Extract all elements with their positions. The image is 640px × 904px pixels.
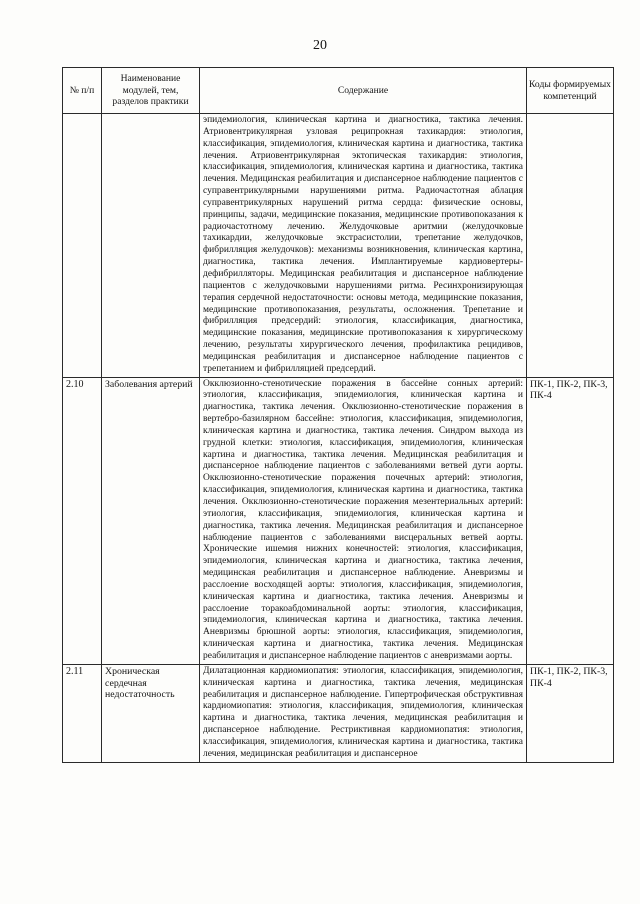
row-content: Дилатационная кардиомиопатия: этиология, классификация, эпидемиология, клиническая картина и диагностика, тактика лечения, медицинская реабилитация и диспансерное наблюдение. Гипертрофическая обструктивная кардиомиопатия: этиология, классификация, эпидемиология, клиническая картина и диагностика, тактика лечения, медицинская реабилитация и диспансерное наблюдение. Рестриктивная кардиомиопатия: этиология, классификация, эпидемиология, клиническая картина и диагностика, тактика лечения, медицинская реабилитация и диспансерное [200, 664, 527, 762]
row-num: 2.11 [63, 664, 102, 762]
header-num: № п/п [63, 68, 102, 114]
row-num: 2.10 [63, 377, 102, 664]
row-name: Заболевания артерий [102, 377, 200, 664]
row-content: эпидемиология, клиническая картина и диагностика, тактика лечения. Атриовентрикулярная узловая реципрокная тахикардия: этиология, классификация, эпидемиология, клиническая картина и диагностика, тактика лечения. Атриовентрикулярная эктопическая тахикардия: этиология, классификация, эпидемиология, клиническая картина и диагностика, тактика лечения. Медицинская реабилитация и диспансерное наблюдение пациентов с суправентрикулярными нарушениями ритма. Радиочастотная аблация суправентрикулярных нарушений ритма сердца: физические основы, принципы, задачи, медицинские показания, медицинские противопоказания к радиочастотному лечению. Желудочковые аритмии (желудочковые тахикардии, желудочковые экстрасистолии, трепетание желудочков, фибрилляция желудочков): механизмы возникновения, клиническая картина, диагностика, тактика лечения. Имплантируемые кардиовертеры-дефибрилляторы. Медицинская реабилитация и диспансерное наблюдение пациентов с желудочковыми нарушениями ритма. Ресинхронизирующая терапия сердечной недостаточности: основы метода, медицинские показания, медицинские противопоказания, результаты, осложнения. Трепетание и фибрилляция предсердий: этиология, классификация, диагностика, медицинские показания, медицинские противопоказания к хирургическому лечению, результаты хирургического лечения, профилактика рецидивов, медицинская реабилитация и диспансерное наблюдение пациентов с трепетанием и фибрилляцией предсердий. [200, 114, 527, 378]
page-number: 20 [313, 38, 327, 53]
header-content: Содержание [200, 68, 527, 114]
curriculum-table [62, 67, 614, 763]
row-competencies: ПК-1, ПК-2, ПК-3, ПК-4 [527, 377, 614, 664]
row-competencies: ПК-1, ПК-2, ПК-3, ПК-4 [527, 664, 614, 762]
row-competencies [527, 114, 614, 378]
table-header-row [63, 68, 614, 114]
row-content: Окклюзионно-стенотические поражения в бассейне сонных артерий: этиология, классификация, эпидемиология, клиническая картина и диагностика, тактика лечения. Окклюзионно-стенотические поражения в вертебро-базилярном бассейне: этиология, классификация, эпидемиология, клиническая картина и диагностика, тактика лечения. Синдром выхода из грудной клетки: этиология, классификация, эпидемиология, клиническая картина и диагностика, тактика лечения. Медицинская реабилитация и диспансерное наблюдение пациентов с заболеваниями ветвей дуги аорты. Окклюзионно-стенотические поражения почечных артерий: этиология, классификация, эпидемиология, клиническая картина и диагностика, тактика лечения. Окклюзионно-стенотические поражения мезентериальных артерий: этиология, классификация, эпидемиология, клиническая картина и диагностика, тактика лечения. Медицинская реабилитация и диспансерное наблюдение пациентов с заболеваниями висцеральных ветвей аорты. Хронические ишемия нижних конечностей: этиология, классификация, эпидемиология, клиническая картина и диагностика, тактика лечения, медицинская реабилитация и диспансерное наблюдение. Аневризмы и расслоение восходящей аорты: этиология, классификация, эпидемиология, клиническая картина и диагностика, тактика лечения. Аневризмы и расслоение торакоабдоминальной аорты: этиология, классификация, эпидемиология, клиническая картина и диагностика, тактика лечения. Аневризмы брюшной аорты: этиология, классификация, эпидемиология, клиническая картина и диагностика, тактика лечения. Медицинская реабилитация и диспансерное наблюдение пациентов с аневризмами аорты. [200, 377, 527, 664]
table-row [63, 377, 614, 664]
header-name: Наименование модулей, тем, разделов практики [102, 68, 200, 114]
row-num [63, 114, 102, 378]
header-competencies: Коды формируемых компетенций [527, 68, 614, 114]
row-name [102, 114, 200, 378]
table-row [63, 664, 614, 762]
table-row [63, 114, 614, 378]
row-name: Хроническая сердечная недостаточность [102, 664, 200, 762]
